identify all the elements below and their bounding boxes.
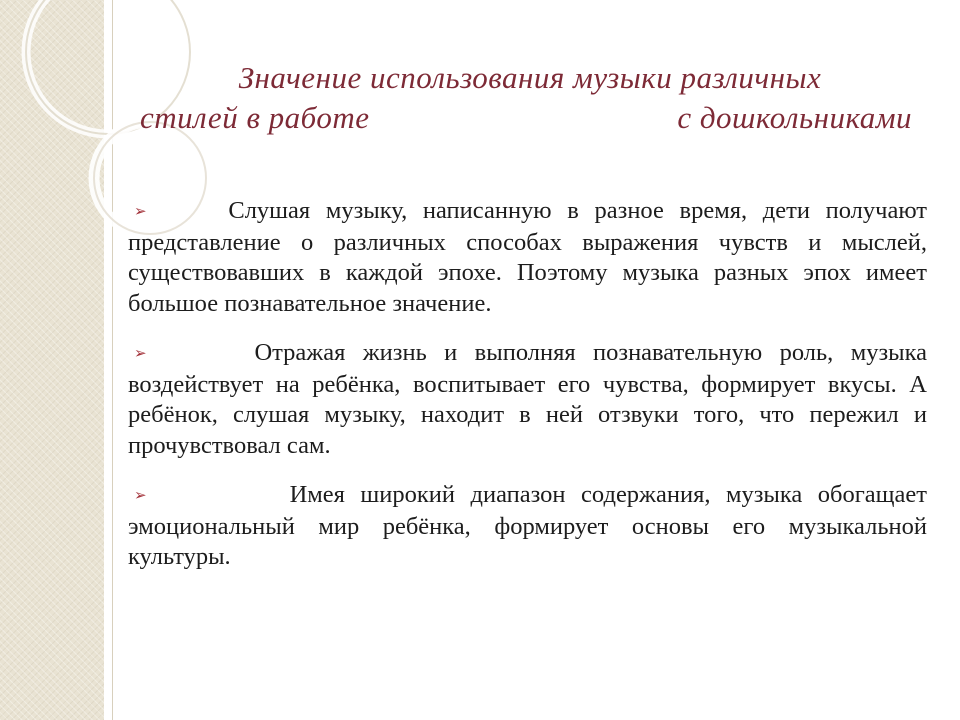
paragraph-1-text: Слушая музыку, написанную в разное время, дети получают представление о различных способах выражения чувств и мыслей, существовавших в каждой эпохе. Поэтому музыка разных эпох имеет большое познавательное значение. — [128, 197, 928, 317]
slide-title-line-1: Значение использования музыки различных — [238, 60, 822, 95]
slide-title-line-2-left: стилей в работе — [140, 100, 370, 135]
paragraph-2 — [128, 338, 927, 461]
slide-title — [120, 58, 940, 138]
arrow-bullet-icon: ➢ — [134, 488, 147, 504]
slide-body — [128, 196, 927, 592]
slide-title-line-2 — [120, 98, 940, 138]
paragraph-3-text: Имея широкий диапазон содержания, музыка обогащает эмоциональный мир ребёнка, формирует основы его музыкальной культуры. — [128, 481, 928, 570]
paragraph-3 — [128, 480, 927, 573]
slide-title-line-2-right: с дошкольниками — [677, 100, 912, 135]
arrow-bullet-icon: ➢ — [134, 204, 147, 220]
paragraph-2-text: Отражая жизнь и выполняя познавательную роль, музыка воздействует на ребёнка, воспитывает его чувства, формирует вкусы. А ребёнок, слушая музыку, находит в ней отзвуки того, что пережил и прочувствовал сам. — [128, 339, 928, 459]
paragraph-1 — [128, 196, 927, 319]
arrow-bullet-icon: ➢ — [134, 346, 147, 362]
